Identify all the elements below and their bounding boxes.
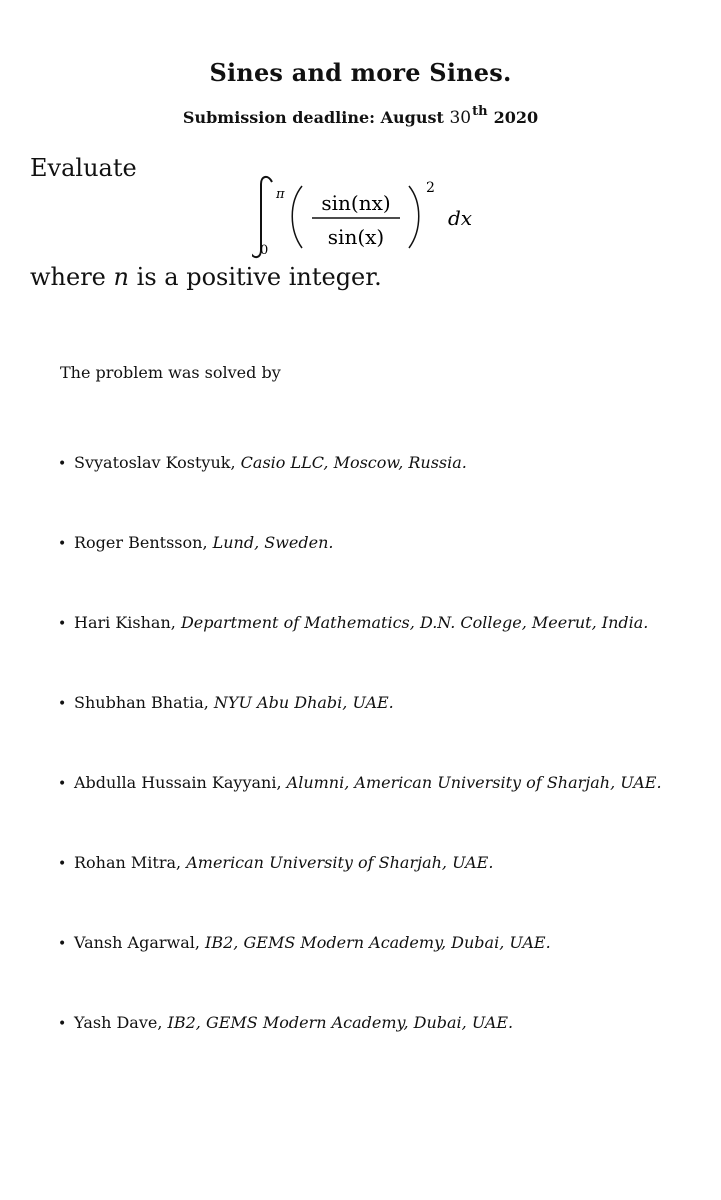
solver-affiliation: NYU Abu Dhabi, UAE. [213, 693, 394, 712]
fraction-numerator: sin(nx) [321, 191, 391, 215]
left-parenthesis [292, 186, 302, 248]
document-title: Sines and more Sines. [209, 58, 512, 87]
solver-item [58, 853, 708, 933]
solver-affiliation: Alumni, American University of Sharjah, UAE. [286, 773, 662, 792]
solver-name: Svyatoslav Kostyuk, [74, 453, 236, 472]
deadline-day: 30 [449, 108, 472, 128]
problem-condition [30, 263, 382, 291]
solver-name: Rohan Mitra, [74, 853, 182, 872]
solver-item [58, 933, 708, 1013]
power-exponent: 2 [426, 180, 435, 196]
solver-affiliation: IB2, GEMS Modern Academy, Dubai, UAE. [205, 933, 551, 952]
solver-item [58, 453, 708, 533]
condition-prefix: where [30, 263, 106, 291]
solver-name: Yash Dave, [74, 1013, 163, 1032]
integral-differential: dx [448, 206, 473, 230]
solver-item [58, 533, 708, 613]
deadline-year: 2020 [493, 108, 539, 127]
solver-item [58, 1013, 708, 1093]
condition-suffix: is a positive integer. [136, 263, 382, 291]
solver-name: Hari Kishan, [74, 613, 176, 632]
integral-formula [252, 172, 492, 262]
bullet-icon: • [58, 696, 67, 712]
bullet-icon: • [58, 1016, 67, 1032]
solver-affiliation: IB2, GEMS Modern Academy, Dubai, UAE. [167, 1013, 514, 1032]
deadline-day-suffix: th [472, 104, 488, 119]
integral-upper-limit: π [276, 187, 285, 202]
solver-name: Vansh Agarwal, [74, 933, 200, 952]
solver-affiliation: Department of Mathematics, D.N. College, Meerut, India. [180, 613, 649, 632]
bullet-icon: • [58, 456, 67, 472]
solver-item [58, 693, 708, 773]
right-parenthesis [409, 186, 419, 248]
bullet-icon: • [58, 856, 67, 872]
bullet-icon: • [58, 536, 67, 552]
solver-affiliation: American University of Sharjah, UAE. [186, 853, 494, 872]
solvers-list [58, 453, 708, 1093]
bullet-icon: • [58, 936, 67, 952]
problem-lead: Evaluate [30, 154, 137, 182]
solver-item [58, 613, 708, 693]
solver-affiliation: Lund, Sweden. [212, 533, 334, 552]
submission-deadline [0, 104, 721, 128]
solver-name: Abdulla Hussain Kayyani, [74, 773, 282, 792]
solver-item [58, 773, 708, 853]
solved-by-label: The problem was solved by [60, 363, 281, 382]
solver-name: Roger Bentsson, [74, 533, 208, 552]
fraction-denominator: sin(x) [327, 225, 385, 249]
solver-affiliation: Casio LLC, Moscow, Russia. [240, 453, 467, 472]
condition-variable: n [113, 263, 129, 291]
bullet-icon: • [58, 616, 67, 632]
solver-name: Shubhan Bhatia, [74, 693, 209, 712]
deadline-label: Submission deadline: August [182, 108, 444, 127]
integral-lower-limit: 0 [260, 243, 269, 258]
bullet-icon: • [58, 776, 67, 792]
